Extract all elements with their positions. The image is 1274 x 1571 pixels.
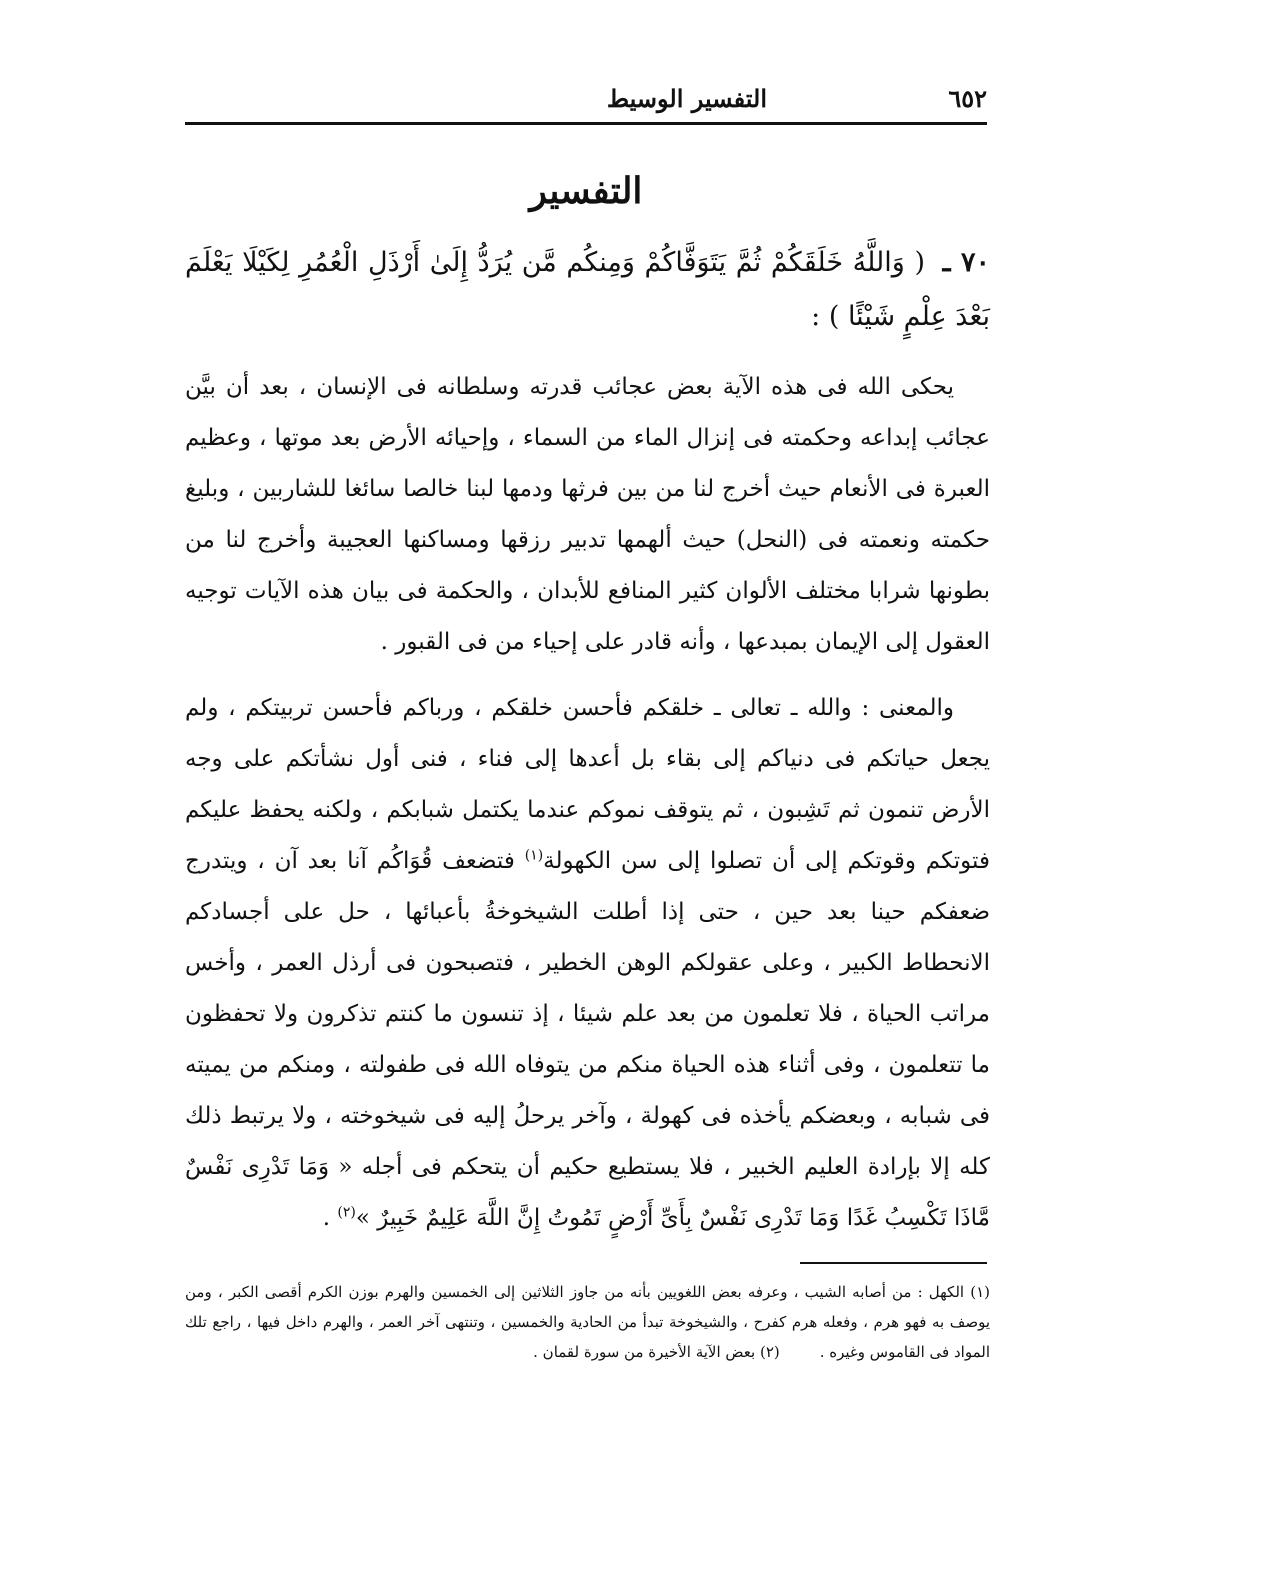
page-number: ٦٥٢ [948,84,987,113]
footnote-2-text: (٢) بعض الآية الأخيرة من سورة لقمان . [533,1343,780,1361]
paragraph-meaning-part2: فتضعف قُوَاكُم آنا بعد آن ، ويتدرج ضعفكم حينا بعد حين ، حتى إذا أطلت الشيخوخةُ بأعبائها ، حل على أجسادكم الانحطاط الكبير ، وعلى عقولكم الوهن الخطير ، فتصبحون فى أرذل العمر ، وأخس مراتب الحياة ، فلا تعلمون من بعد علم شيئا ، إذ تنسون ما كنتم تذكرون ولا تحفظون ما تتعلمون ، وفى أثناء هذه الحياة منكم من يتوفاه الله فى طفولته ، ومنكم من يميته فى شبابه ، وبعضكم يأخذه فى كهولة ، وآخر يرحلُ إليه فى شيخوخته ، ولا يرتبط ذلك كله إلا بإرادة العليم الخبير ، فلا يستطيع حكيم أن يتحكم فى أجله « وَمَا تَدْرِى نَفْسٌ مَّاذَا تَكْسِبُ غَدًا وَمَا تَدْرِى نَفْسٌ بِأَىِّ أَرْضٍ تَمُوتُ إِنَّ اللَّهَ عَلِيمٌ خَبِيرٌ » [185,848,990,1231]
section-title: التفسير [529,170,643,212]
footnote-ref-2: (٢) [337,1204,356,1221]
verse-text: ( وَاللَّهُ خَلَقَكُمْ ثُمَّ يَتَوَفَّاكُمْ وَمِنكُم مَّن يُرَدُّ إِلَىٰ أَرْذَلِ الْعُمُرِ لِكَيْلَا يَعْلَمَ بَعْدَ عِلْمٍ شَيْئًا ) : [185,247,990,332]
header-rule [185,122,987,125]
verse-number: ٧٠ ـ [942,247,990,278]
paragraph-intro: يحكى الله فى هذه الآية بعض عجائب قدرته وسلطانه فى الإنسان ، بعد أن بيَّن عجائب إبداعه وحكمته فى إنزال الماء من السماء ، وإحيائه الأرض بعد موتها ، وعظيم العبرة فى الأنعام حيث أخرج لنا من بين فرثها ودمها لبنا خالصا سائغا للشاربين ، وبليغ حكمته ونعمته فى (النحل) حيث ألهمها تدبير رزقها ومساكنها العجيبة وأخرج لنا من بطونها شرابا مختلف الألوان كثير المنافع للأبدان ، والحكمة فى بيان هذه الآيات توجيه العقول إلى الإيمان بمبدعها ، وأنه قادر على إحياء من فى القبور . [185,374,990,655]
verse-block [185,236,990,344]
footnote-rule [800,1262,987,1264]
book-title: التفسير الوسيط [606,84,767,113]
footnote-ref-1: (١) [524,847,544,864]
paragraph-meaning [185,683,990,1244]
running-header [185,78,987,122]
footnotes [185,1277,990,1367]
paragraph-meaning-end: . [322,1205,338,1231]
paragraph-meaning-part1: والمعنى : والله ـ تعالى ـ خلقكم فأحسن خلقكم ، ورباكم فأحسن تربيتكم ، ولم يجعل حياتكم فى دنياكم إلى بقاء بل أعدها إلى فناء ، فنى أول نشأتكم على وجه الأرض تنمون ثم تَشِبون ، ثم يتوقف نموكم عندما يكتمل شبابكم ، ولكنه يحفظ عليكم فتوتكم وقوتكم إلى أن تصلوا إلى سن الكهولة [185,695,990,874]
footnote-1 [185,1277,990,1367]
footnote-1-text: (١) الكهل : من أصابه الشيب ، وعرفه بعض اللغويين بأنه من جاوز الثلاثين إلى الخمسين والهرم بوزن الكرم أقصى الكبر ، ومن يوصف به فهو هرم ، وفعله هرم كفرح ، والشيخوخة تبدأ من الحادية والخمسين ، وتنتهى آخر العمر ، والهرم داخل فيها ، راجع تلك المواد فى القاموس وغيره . [185,1283,990,1361]
